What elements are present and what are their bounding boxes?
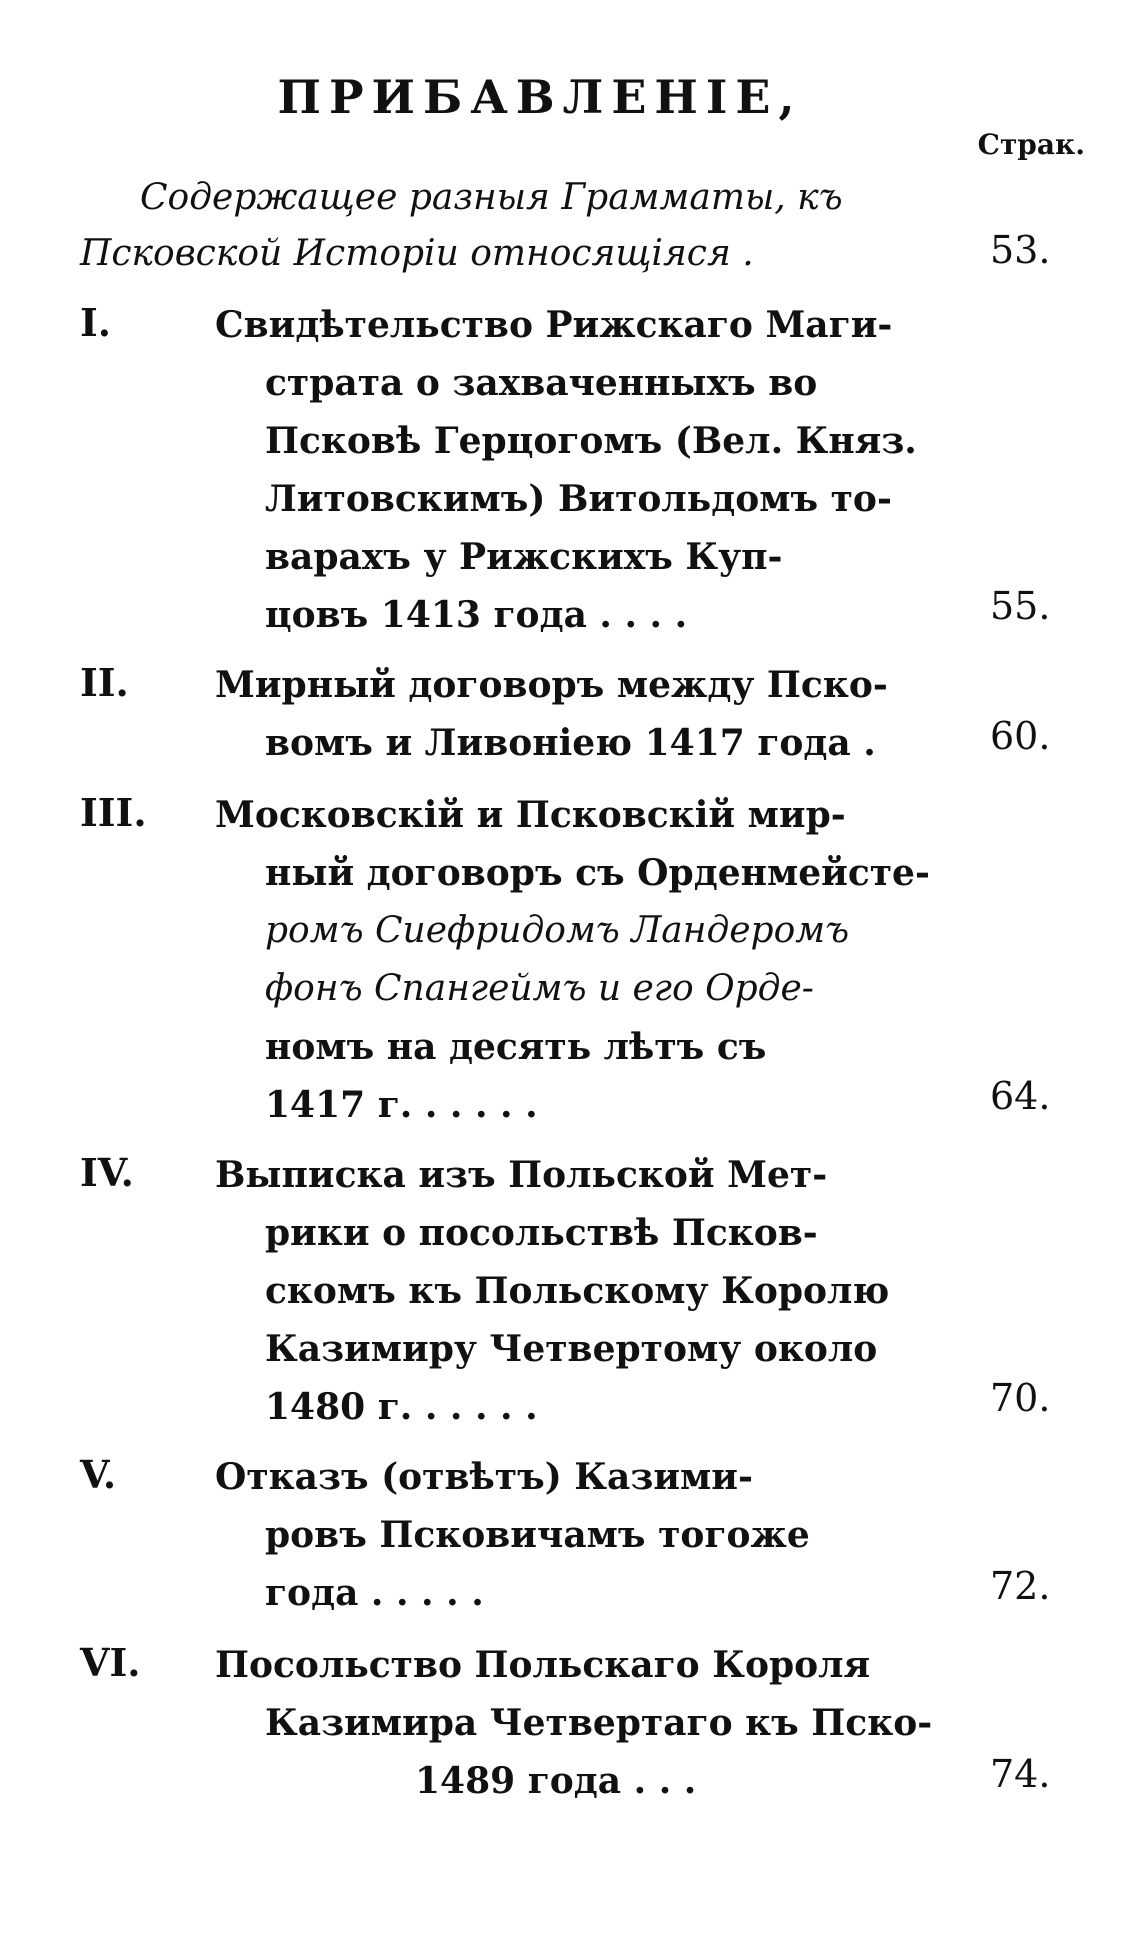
entry-numeral: II. — [80, 660, 129, 705]
entry-page-number: 60. — [990, 714, 1051, 758]
entry-line: Отказъ (отвѣтъ) Казими- — [215, 1456, 753, 1498]
entry-numeral: V. — [80, 1452, 117, 1497]
intro-text — [80, 170, 960, 282]
entry-line: цовъ 1413 года . . . . — [265, 594, 688, 636]
entry-line: Выписка изъ Польской Мет- — [215, 1154, 828, 1196]
entry-text — [215, 1636, 955, 1810]
entry-text — [215, 1146, 955, 1436]
entry-line: страта о захваченныхъ во — [265, 362, 818, 404]
entry-line: Псковѣ Герцогомъ (Вел. Княз. — [265, 420, 917, 462]
entry-line: года . . . . . — [265, 1572, 484, 1614]
entry-line: 1417 г. . . . . . — [265, 1084, 538, 1126]
entry-line: 1489 года . . . — [415, 1760, 697, 1802]
entry-line: скомъ къ Польскому Королю — [265, 1270, 890, 1312]
entry-text — [215, 656, 955, 772]
entry-page-number: 64. — [990, 1074, 1051, 1118]
entry-page-number: 74. — [990, 1752, 1051, 1796]
entry-line: ромъ Сиефридомъ Ландеромъ — [265, 910, 850, 951]
entry-line: Литовскимъ) Витольдомъ то- — [265, 478, 892, 520]
entry-line: номъ на десять лѣтъ съ — [265, 1026, 767, 1068]
intro-line-2: Псковской Исторіи относящіяся . — [80, 233, 754, 274]
entry-line: рики о посольствѣ Псков- — [265, 1212, 818, 1254]
section-title: ПРИБАВЛЕНІЕ, — [277, 70, 803, 124]
page-column-label: Страк. — [977, 128, 1085, 161]
entry-line: Мирный договоръ между Пско- — [215, 664, 888, 706]
entry-line: варахъ у Рижскихъ Куп- — [265, 536, 783, 578]
entry-text — [215, 296, 955, 644]
entry-page-number: 55. — [990, 584, 1051, 628]
entry-line: Свидѣтельство Рижскаго Маги- — [215, 304, 893, 346]
entry-text — [215, 786, 955, 1134]
entry-numeral: III. — [80, 790, 147, 835]
entry-line: Московскій и Псковскій мир- — [215, 794, 846, 836]
intro-page-number: 53. — [990, 228, 1051, 272]
entry-numeral: I. — [80, 300, 112, 345]
entry-text — [215, 1448, 955, 1622]
entry-line: фонъ Спангеймъ и его Орде- — [265, 968, 814, 1009]
entry-line: 1480 г. . . . . . — [265, 1386, 538, 1428]
entry-page-number: 70. — [990, 1376, 1051, 1420]
entry-line: ровъ Псковичамъ тогоже — [265, 1514, 810, 1556]
entry-numeral: IV. — [80, 1150, 134, 1195]
intro-line-1: Содержащее разныя Грамматы, къ — [140, 177, 843, 218]
entry-line: ный договоръ съ Орденмейсте- — [265, 852, 930, 894]
entry-line: Посольство Польскаго Короля — [215, 1644, 871, 1686]
entry-page-number: 72. — [990, 1564, 1051, 1608]
entry-line: Казимира Четвертаго къ Пско- — [265, 1702, 933, 1744]
entry-line: вомъ и Ливоніею 1417 года . — [265, 722, 876, 764]
entry-numeral: VI. — [80, 1640, 141, 1685]
entry-line: Казимиру Четвертому около — [265, 1328, 878, 1370]
